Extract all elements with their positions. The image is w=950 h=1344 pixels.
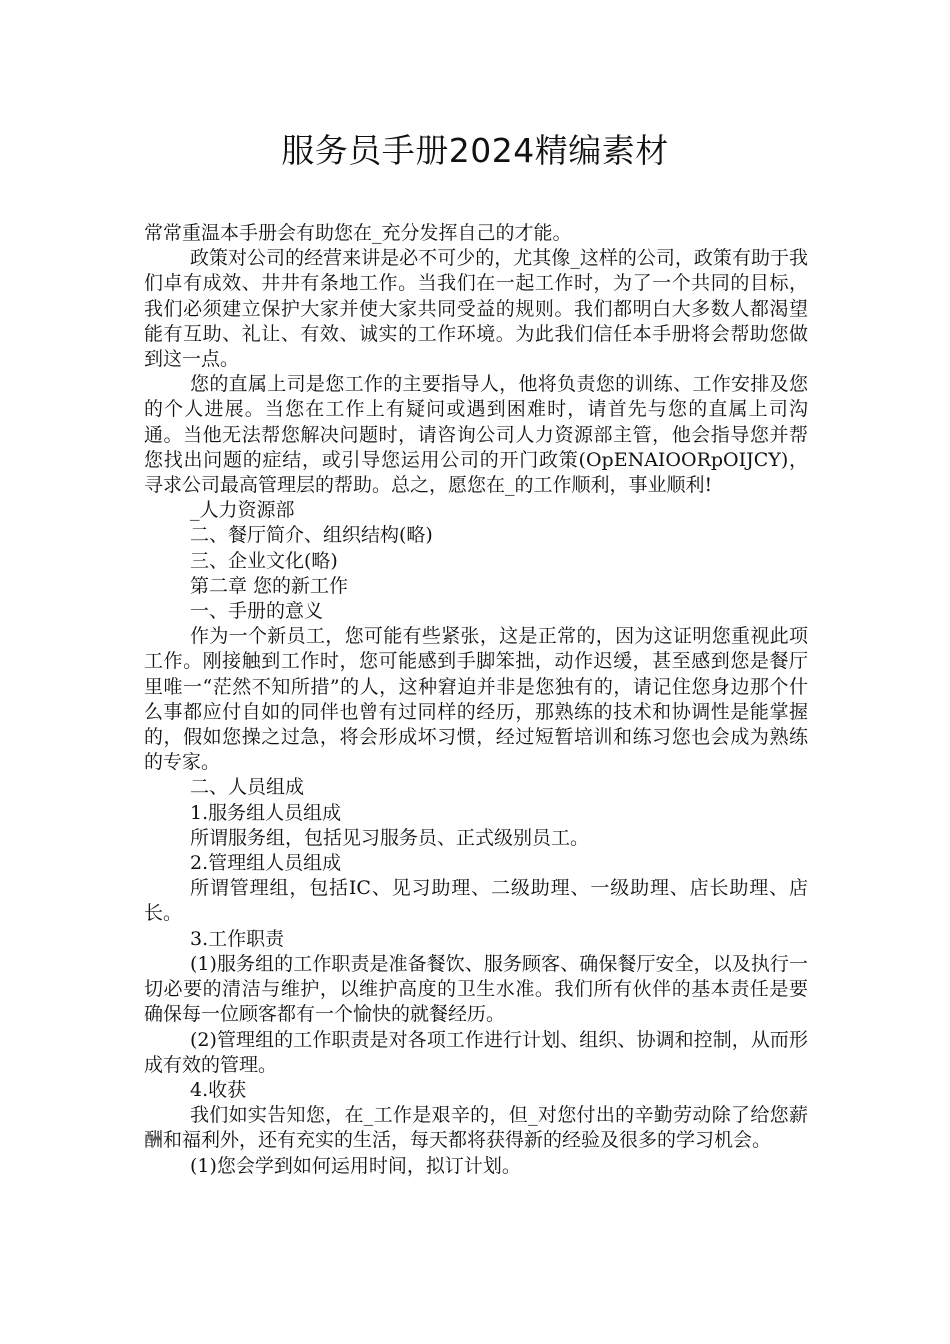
- body-paragraph: 第二章 您的新工作: [190, 574, 349, 597]
- body-paragraph: (2)管理组的工作职责是对各项工作进行计划、组织、协调和控制，从而形成有效的管理。: [144, 1028, 808, 1076]
- body-paragraph: 常常重温本手册会有助您在_充分发挥自己的才能。: [144, 222, 572, 244]
- body-paragraph: (1)服务组的工作职责是准备餐饮、服务顾客、确保餐厅安全，以及执行一切必要的清洁与维护，以维护高度的卫生水准。我们所有伙伴的基本责任是要确保每一位顾客都有一个愉快的就餐经历。: [144, 952, 808, 1026]
- body-paragraph: 作为一个新员工，您可能有些紧张，这是正常的，因为这证明您重视此项工作。刚接触到工作时，您可能感到手脚笨拙，动作迟缓，甚至感到您是餐厅里唯一“茫然不知所措”的人，这种窘迫并非是您独有的，请记住您身边那个什么事都应付自如的同伴也曾有过同样的经历，那熟练的技术和协调性是能掌握的，假如您操之过急，将会形成坏习惯，经过短暂培训和练习您也会成为熟练的专家。: [144, 625, 808, 774]
- body-paragraph: 三、企业文化(略): [190, 549, 338, 572]
- body-paragraph: 3.工作职责: [190, 927, 285, 950]
- document-title: 服务员手册2024精编素材: [281, 131, 669, 170]
- body-paragraph: 所谓管理组，包括IC、见习助理、二级助理、一级助理、店长助理、店长。: [144, 877, 808, 925]
- body-paragraph: (1)您会学到如何运用时间，拟订计划。: [190, 1154, 521, 1177]
- body-paragraph: 1.服务组人员组成: [190, 801, 342, 824]
- body-paragraph: 我们如实告知您，在_工作是艰辛的，但_对您付出的辛勤劳动除了给您薪酬和福利外，还有充实的生活，每天都将获得新的经验及很多的学习机会。: [144, 1104, 808, 1152]
- body-paragraph: 一、手册的意义: [190, 600, 324, 623]
- document-body: [144, 221, 808, 1179]
- body-paragraph: 2.管理组人员组成: [190, 852, 342, 875]
- body-paragraph: 您的直属上司是您工作的主要指导人，他将负责您的训练、工作安排及您的个人进展。当您在工作上有疑问或遇到困难时，请首先与您的直属上司沟通。当他无法帮您解决问题时，请咨询公司人力资源部主管，他会指导您并帮您找出问题的症结，或引导您运用公司的开门政策(OpENAIOORpOIJCY)，寻求公司最高管理层的帮助。总之，愿您在_的工作顺利，事业顺利!: [144, 373, 808, 497]
- body-paragraph: 二、人员组成: [190, 776, 305, 799]
- body-paragraph: 二、餐厅简介、组织结构(略): [190, 524, 433, 547]
- body-paragraph: 4.收获: [190, 1078, 247, 1101]
- body-paragraph: _人力资源部: [190, 499, 295, 522]
- body-paragraph: 所谓服务组，包括见习服务员、正式级别员工。: [190, 826, 590, 849]
- body-paragraph: 政策对公司的经营来讲是必不可少的，尤其像_这样的公司，政策有助于我们卓有成效、井井有条地工作。当我们在一起工作时，为了一个共同的目标，我们必须建立保护大家并使大家共同受益的规则。我们都明白大多数人都渴望能有互助、礼让、有效、诚实的工作环境。为此我们信任本手册将会帮助您做到这一点。: [144, 247, 808, 371]
